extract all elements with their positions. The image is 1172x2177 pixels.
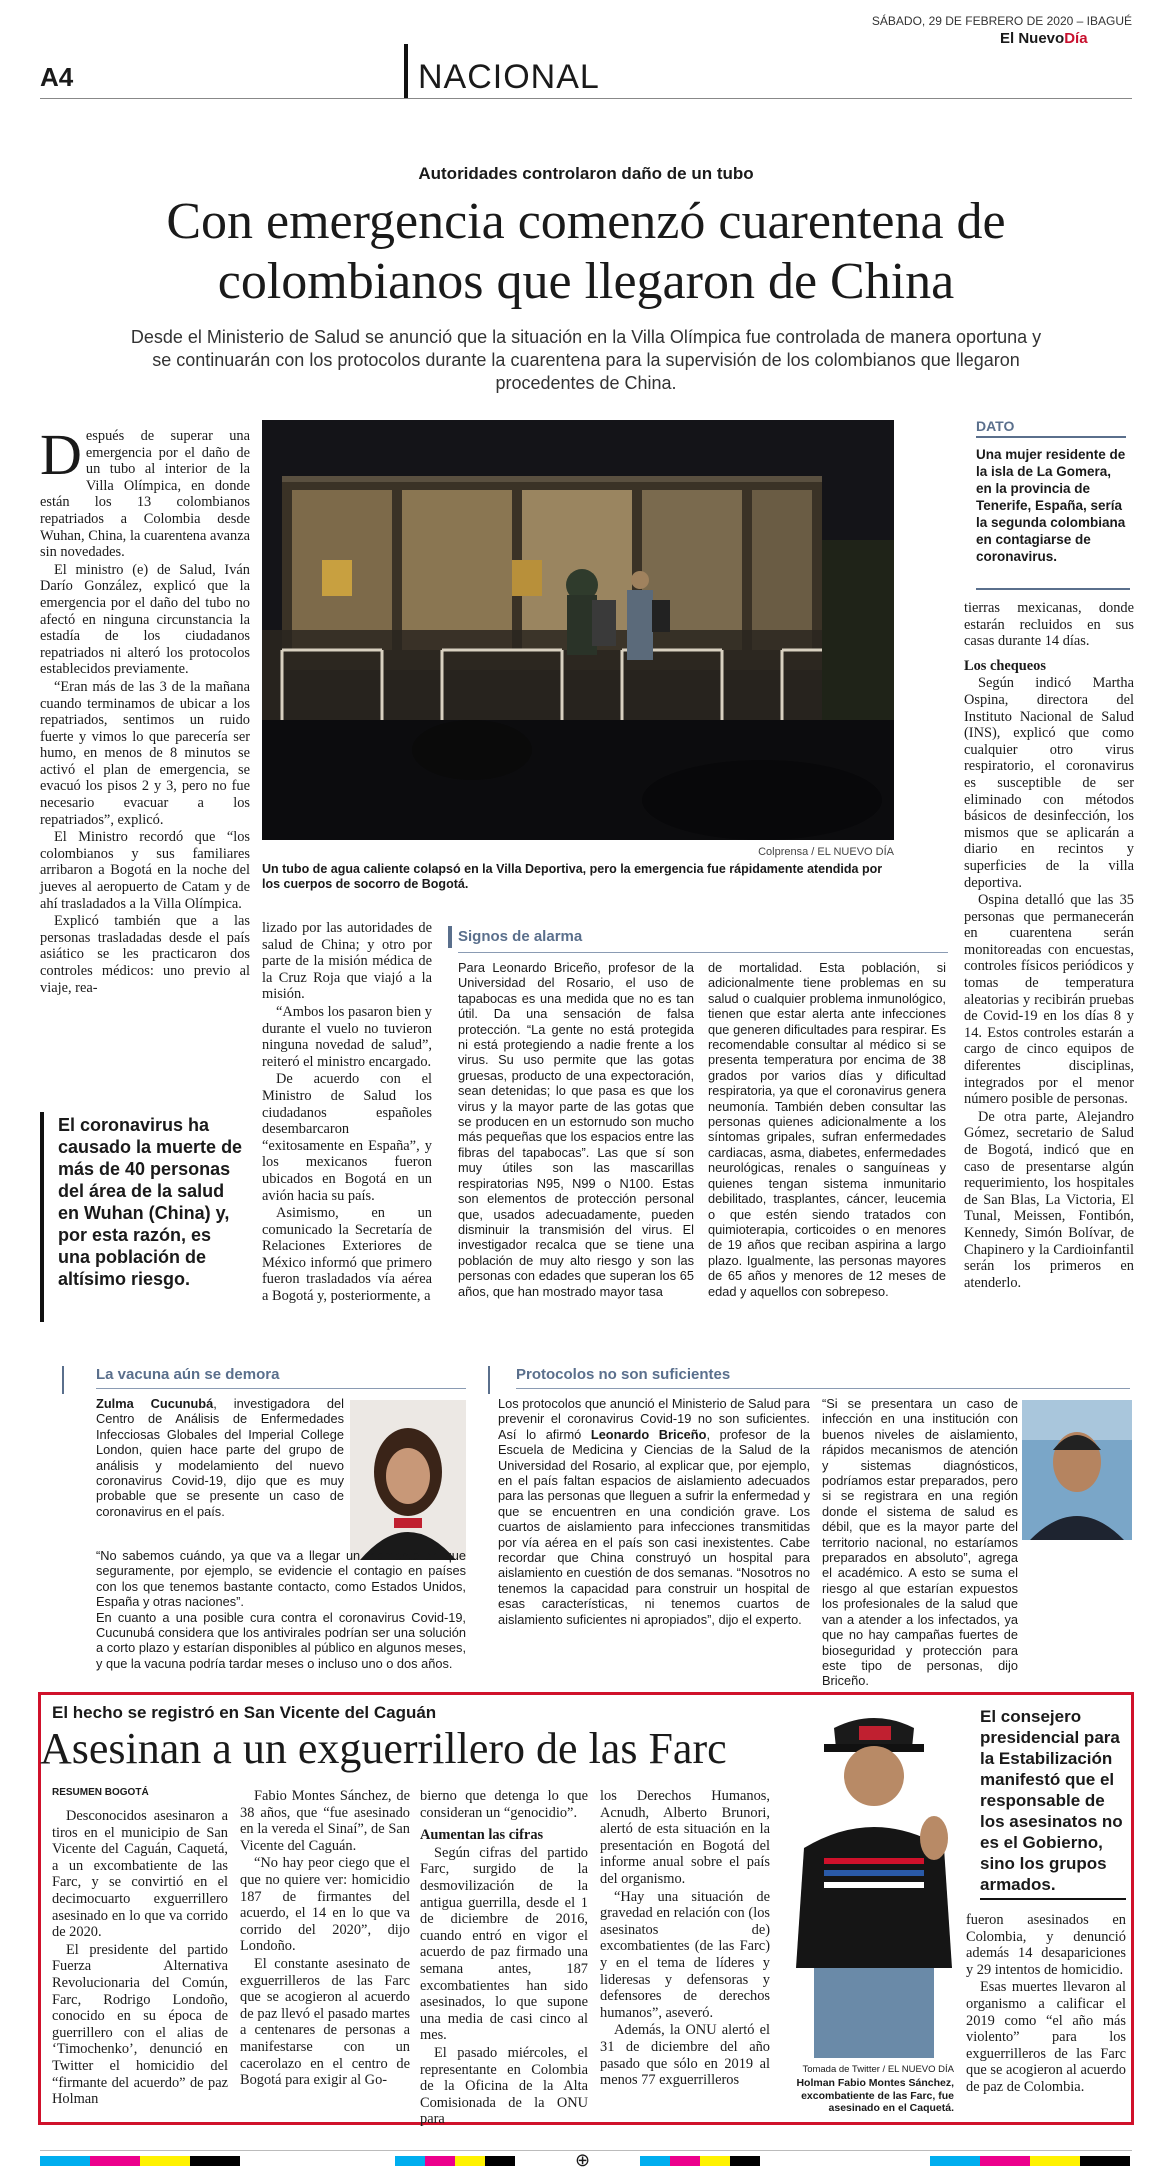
paragraph: bierno que detenga lo que consideran un “genocidio”.: [420, 1788, 588, 1821]
paragraph: “Ambos los pasaron bien y durante el vuelo no tuvieron ninguna novedad de salud”, reiteró el ministro encargado.: [262, 1003, 432, 1070]
brand-name-accent: Día: [1064, 30, 1088, 47]
section-title: NACIONAL: [418, 58, 600, 96]
dato-rule: [976, 436, 1126, 438]
paragraph: En cuanto a una posible cura contra el coronavirus Covid-19, Cucunubá considera que los antivirales podrían ser una solución a corto plazo y estarían disponibles al público en algunos meses, y que la vacuna podría tardar meses o incluso uno o dos años.: [96, 1609, 466, 1671]
paragraph: Asimismo, en un comunicado la Secretaría de Relaciones Exteriores de México informó que primero fueron trasladados vía aérea a Bogotá y, posteriormente, a: [262, 1205, 432, 1305]
pull-quote-bar: [40, 1112, 44, 1322]
farc-column-1: [52, 1808, 228, 2116]
expert-name: Zulma Cucunubá: [96, 1396, 214, 1411]
signos-column-2: de mortalidad. Esta población, si adicionalmente tiene problemas en su salud o cualquier problema inmunológico, tienen que estar alerta ante infecciones que generen dificultades para respirar. Es recomendable consultar al médico si se presenta temperatura por encima de 38 grados por varios días y dificultad respiratoria, ya que el coronavirus genera neumonía. También deben consultar las personas quienes adicionalmente a los síntomas gripales, sufran enfermedades cardiacas, asma, diabetes, enfermedades neurológicas, renales o sanguíneas y quienes tengan sistema inmunitario debilitado, trasplantes, cáncer, leucemia o que estén siendo tratados con quimioterapia, corticoides o en menores de 19 años que reciban aspirina a largo plazo. Igualmente, las personas mayores de 65 años y menores de 12 meses de edad y aquellos con sobrepeso.: [708, 960, 946, 1299]
paragraph: Esas muertes llevaron al organismo a calificar el 2019 como “el año más violento” para los exguerrilleros de las Farc que se acogieron al acuerdo de paz de Colombia.: [966, 1979, 1126, 2095]
farc-pull-quote: El consejero presidencial para la Estabilización manifestó que el responsable de los asesinatos no es el Gobierno, sino los grupos armados.: [980, 1707, 1123, 1894]
section-divider: [404, 44, 408, 98]
paragraph: Ospina detalló que las 35 personas que permanecerán en cuarentena serán monitoreadas con encuestas, controles físicos periódicos y tomas de temperatura aleatorias y recibirán pruebas de Covid-19 en los días 8 y 14. Estos controles estarán a cargo de cinco equipos de diferentes disciplinas, integrados por el menor número posible de personas.: [964, 892, 1134, 1108]
paragraph: Según indicó Martha Ospina, directora del Instituto Nacional de Salud (INS), explicó que como cualquier otro virus respiratorio, el coronavirus es susceptible de ser eliminado con métodos básicos de desinfección, los mismos que se aplicarán a diario en recintos y superficies de la villa deportiva.: [964, 675, 1134, 891]
paragraph: El Ministro recordó que “los colombianos y sus familiares arribaron a Bogotá en la noche del jueves al aeropuerto de Catam y de ahí trasladados a la Villa Olímpica.: [40, 829, 250, 912]
sidebar-title-vacuna: La vacuna aún se demora: [96, 1366, 280, 1383]
farc-byline: RESUMEN BOGOTÁ: [52, 1787, 149, 1798]
night-building-illustration: [262, 420, 894, 840]
box-marker: [448, 926, 452, 948]
box-rule-2: [96, 1388, 466, 1389]
person-photo: [784, 1708, 964, 2058]
paragraph: Además, la ONU alertó el 31 de diciembre del año pasado que sólo en 2019 al menos 77 exguerrilleros: [600, 2022, 770, 2089]
portrait-zulma: [350, 1400, 466, 1560]
protocolos-column-1: [498, 1396, 810, 1686]
brand-logo: [1000, 30, 1088, 47]
page-number: A4: [40, 62, 74, 92]
registration-mark-icon: ⊕: [575, 2150, 591, 2171]
box-rule: [458, 952, 948, 953]
story-column-right: [964, 600, 1134, 1340]
box-marker: [488, 1366, 490, 1394]
paragraph: Fabio Montes Sánchez, de 38 años, que “fue asesinado en la vereda el Sinaí”, de San Vicente del Caguán.: [240, 1788, 410, 1854]
paragraph: El constante asesinato de exguerrilleros de las Farc que se acogieron al acuerdo de paz llevó el pasado martes a centenares de personas a manifestarse con un cacerolazo en el centro de Bogotá para exigir al Go-: [240, 1955, 410, 2089]
story-column-2: [262, 920, 432, 1340]
dato-label: DATO: [976, 418, 1015, 434]
expert-name: Leonardo Briceño: [590, 1426, 707, 1442]
sidebar-title-signos: Signos de alarma: [458, 928, 583, 945]
farc-photo-credit: Tomada de Twitter / EL NUEVO DÍA: [802, 2064, 954, 2075]
paragraph: lizado por las autoridades de salud de China; y otro por parte de la misión médica de la Cruz Roja que viajó a la misión.: [262, 920, 432, 1003]
paragraph: El pasado miércoles, el representante en Colombia de la Oficina de la Alta Comisionada de la ONU para: [420, 2044, 588, 2128]
paragraph: El ministro (e) de Salud, Iván Darío González, explicó que la emergencia por el daño del tubo no afectó en ninguna circunstancia la estadía de los ciudadanos repatriados ni alteró los protocolos establecidos previamente.: [40, 561, 250, 678]
dato-text: Una mujer residente de la isla de La Gomera, en la provincia de Tenerife, España, sería la segunda colombiana en contagiarse de coronavirus.: [976, 447, 1126, 564]
subhead: Los chequeos: [964, 657, 1046, 674]
paragraph: los Derechos Humanos, Acnudh, Alberto Brunori, alertó de esta situación en la presentación en Bogotá del informe anual sobre el país del organismo.: [600, 1788, 770, 1887]
box-rule: [516, 1388, 1130, 1389]
subhead: Aumentan las cifras: [420, 1827, 544, 1844]
header-rule: [40, 98, 1132, 99]
pull-quote: El coronavirus ha causado la muerte de más de 40 personas del área de la salud en Wuhan (China) y, por esta razón, es una población de altísimo riesgo.: [58, 1115, 243, 1289]
paragraph: De otra parte, Alejandro Gómez, secretario de Salud de Bogotá, indicó que en caso de presentarse algún requerimiento, los hospitales de San Blas, La Victoria, El Tunal, Meissen, Fontibón, Kennedy, Simón Bolívar, de Chapinero y la Cardioinfantil serán los primeros en atenderlo.: [964, 1108, 1134, 1291]
color-bar-center-right: [640, 2156, 760, 2166]
masthead-strip: [40, 14, 1132, 46]
paragraph: , investigadora del Centro de Análisis de Enfermedades Infecciosas Globales del Imperial College London, quien hace parte del grupo de análisis y modelamiento del nuevo coronavirus Covid-19, dijo que es muy probable que se presente un caso de coronavirus en el país.: [96, 1396, 344, 1519]
story-column-1: [40, 422, 250, 1088]
paragraph: “No sabemos cuándo, ya que va a llegar un momento en que seguramente, por ejemplo, se evidencie el contagio en países con los que tenemos bastante contacto, como Estados Unidos, España y otras naciones”.: [96, 1548, 466, 1610]
paragraph: , profesor de la Escuela de Medicina y Ciencias de la Salud de la Universidad del Rosario, al explicar que, por ejemplo, en el país faltan espacios de aislamiento adecuados para las personas que lleguen a sufrir la enfermedad y que se encuentren en una condición grave. Los cuartos de aislamiento para infecciones transmitidas por vía aérea en el país son casi inexistentes. Cabe recordar que China construyó un hospital para aislamiento en cuestión de dos semanas. “Nosotros no tenemos la capacidad para construir un hospital de esas características, ni tenemos cuartos de aislamiento suficientes ni apropiados”, dijo el experto.: [498, 1426, 811, 1627]
portrait-briceno: [1022, 1400, 1132, 1540]
paragraph: “No hay peor ciego que el que no quiere ver: homicidio 187 de firmantes del acuerdo, el 14 en lo que va corrido del 2020”, dijo Londoño.: [240, 1855, 410, 1955]
paragraph: tierras mexicanas, donde estarán recluidos en sus casas durante 14 días.: [964, 600, 1134, 650]
photo-credit: Colprensa / EL NUEVO DÍA: [758, 846, 894, 858]
story-kicker: Autoridades controlaron daño de un tubo: [418, 164, 754, 183]
paragraph: “Hay una situación de gravedad en relación con (los asesinatos de) excombatientes (de las Farc) y en el tema de líderes y lideresas y defensoras y defensores de derechos humanos”, aseveró.: [600, 1888, 770, 2021]
farc-column-right: [966, 1912, 1126, 2112]
vacuna-text-1: [96, 1396, 344, 1546]
vacuna-text-2: [96, 1548, 466, 1680]
person-photo: [1022, 1400, 1132, 1540]
signos-column-1: Para Leonardo Briceño, profesor de la Universidad del Rosario, el uso de tapabocas es una medida que no es tan útil. Da una sensación de falsa protección. “La gente no está protegida ni está protegiendo a nadie frente a los virus. Su uso permite que las gotas gruesas, producto de una expectoración, sean detenidas; lo que pasa es que los virus y la mayor parte de las gotas que se producen en un estornudo son mucho más pequeñas que los espacios entre las fibras del tapabocas”. Las que sí son muy útiles son las mascarillas respiratorias N95, N99 o N100. Estas son elementos de protección personal que, usados adecuadamente, pueden disminuir la transmisión del virus. El investigador recalca que se tiene una población de muy alto riesgo y son las personas con edades que superan los 65 años, que han mostrado mayor tasa: [458, 960, 694, 1299]
sidebar-title-protocolos: Protocolos no son suficientes: [516, 1366, 731, 1383]
main-photo: [262, 420, 894, 840]
date-line: SÁBADO, 29 DE FEBRERO DE 2020 – IBAGUÉ: [871, 14, 1132, 28]
farc-headline: Asesinan a un exguerrillero de las Farc: [40, 1724, 727, 1773]
brand-name: El Nuevo: [1000, 30, 1065, 47]
paragraph: El presidente del partido Fuerza Alternativa Revolucionaria del Común, Farc, Rodrigo Londoño, conocido en su época de guerrillero con el alias de ‘Timochenko’, denunció en Twitter el homicidio del “firmante del acuerdo” de paz Holman: [52, 1941, 228, 2108]
paragraph: Los protocolos que anunció el Ministerio de Salud para prevenir el coronavirus Covid-19 no son suficientes. Así lo afirmó: [498, 1396, 810, 1442]
farc-kicker: El hecho se registró en San Vicente del Caguán: [52, 1703, 437, 1722]
color-bar-center: [395, 2156, 515, 2166]
paragraph: espués de superar una emergencia por el daño de un tubo al interior de la Villa Olímpica, en donde están los 13 colombianos repatriados a Colombia desde Wuhan, China, la cuarentena avanza sin novedades.: [40, 428, 250, 561]
story-headline: Con emergencia comenzó cuarentena de colombianos que llegaron de China: [166, 193, 1006, 310]
color-bar-left: [40, 2156, 240, 2166]
color-bar-right: [930, 2156, 1130, 2166]
protocolos-column-2a: “Si se presentara un caso de infección en una institución con buenos niveles de aislamiento, rápidos mecanismos de atención y sistemas diagnósticos, podríamos estar preparados, pero si se registrara en una región donde el sistema de salud es débil, que es la mayor parte del territorio nacional, no estaríamos preparados en absoluto”, agrega el académico. A esto se suma el riesgo al que estarían expuestos los profesionales de la salud que van a atender a los infectados, ya que no hay campañas fuertes de bioseguridad y protección para este tipo de personas, dijo Briceño.: [822, 1396, 1018, 1689]
paragraph: “Eran más de las 3 de la mañana cuando terminamos de ubicar a los repatriados, sentimos un ruido fuerte y vimos lo que parecería ser humo, en menos de 8 minutos se activó el plan de emergencia, se evacuó los pisos 2 y 3, pero no fue necesario evacuar a los repatriados”, explicó.: [40, 678, 250, 828]
drop-cap: D: [40, 422, 82, 487]
paragraph: De acuerdo con el Ministro de Salud los ciudadanos españoles desembarcaron “exitosamente en España”, y los mexicanos fueron ubicados en Bogotá en un avión hacia su país.: [262, 1071, 432, 1204]
farc-photo-caption: Holman Fabio Montes Sánchez, excombatiente de las Farc, fue asesinado en el Caquetá.: [796, 2077, 954, 2114]
paragraph: Según cifras del partido Farc, surgido de la desmovilización de la antigua guerrilla, desde el 1 de diciembre de 2016, cuando entró en vigor el acuerdo de paz firmado una semana antes, 187 excombatientes han sido asesinados, lo que supone una media de casi cinco al mes.: [420, 1844, 588, 2044]
paragraph: Explicó también que a las personas trasladadas desde el país asiático se les practicaron dos controles médicos: uno previo al viaje, rea-: [40, 913, 250, 996]
paragraph: Desconocidos asesinaron a tiros en el municipio de San Vicente del Caguán, Caquetá, a un excombatiente de las Farc, y se convirtió en el decimocuarto exguerrillero asesinado en lo que va corrido de 2020.: [52, 1808, 228, 1941]
person-photo: [350, 1400, 466, 1560]
farc-column-3: [420, 1788, 588, 2128]
farc-column-4: [600, 1788, 770, 2116]
farc-column-2: [240, 1788, 410, 2116]
box-marker: [62, 1366, 64, 1394]
story-deck: Desde el Ministerio de Salud se anunció que la situación en la Villa Olímpica fue controlada de manera oportuna y se continuarán con los protocolos durante la cuarentena para la supervisión de los colombianos que llegaron procedentes de China.: [130, 327, 1042, 393]
paragraph: fueron asesinados en Colombia, y denunció además 14 desapariciones y 29 intentos de homicidio.: [966, 1912, 1126, 1978]
farc-photo: [784, 1708, 964, 2118]
dato-end-rule: [976, 588, 1130, 590]
photo-caption: Un tubo de agua caliente colapsó en la Villa Deportiva, pero la emergencia fue rápidamente atendida por los cuerpos de socorro de Bogotá.: [262, 862, 883, 891]
farc-quote-rule: [980, 1898, 1126, 1900]
